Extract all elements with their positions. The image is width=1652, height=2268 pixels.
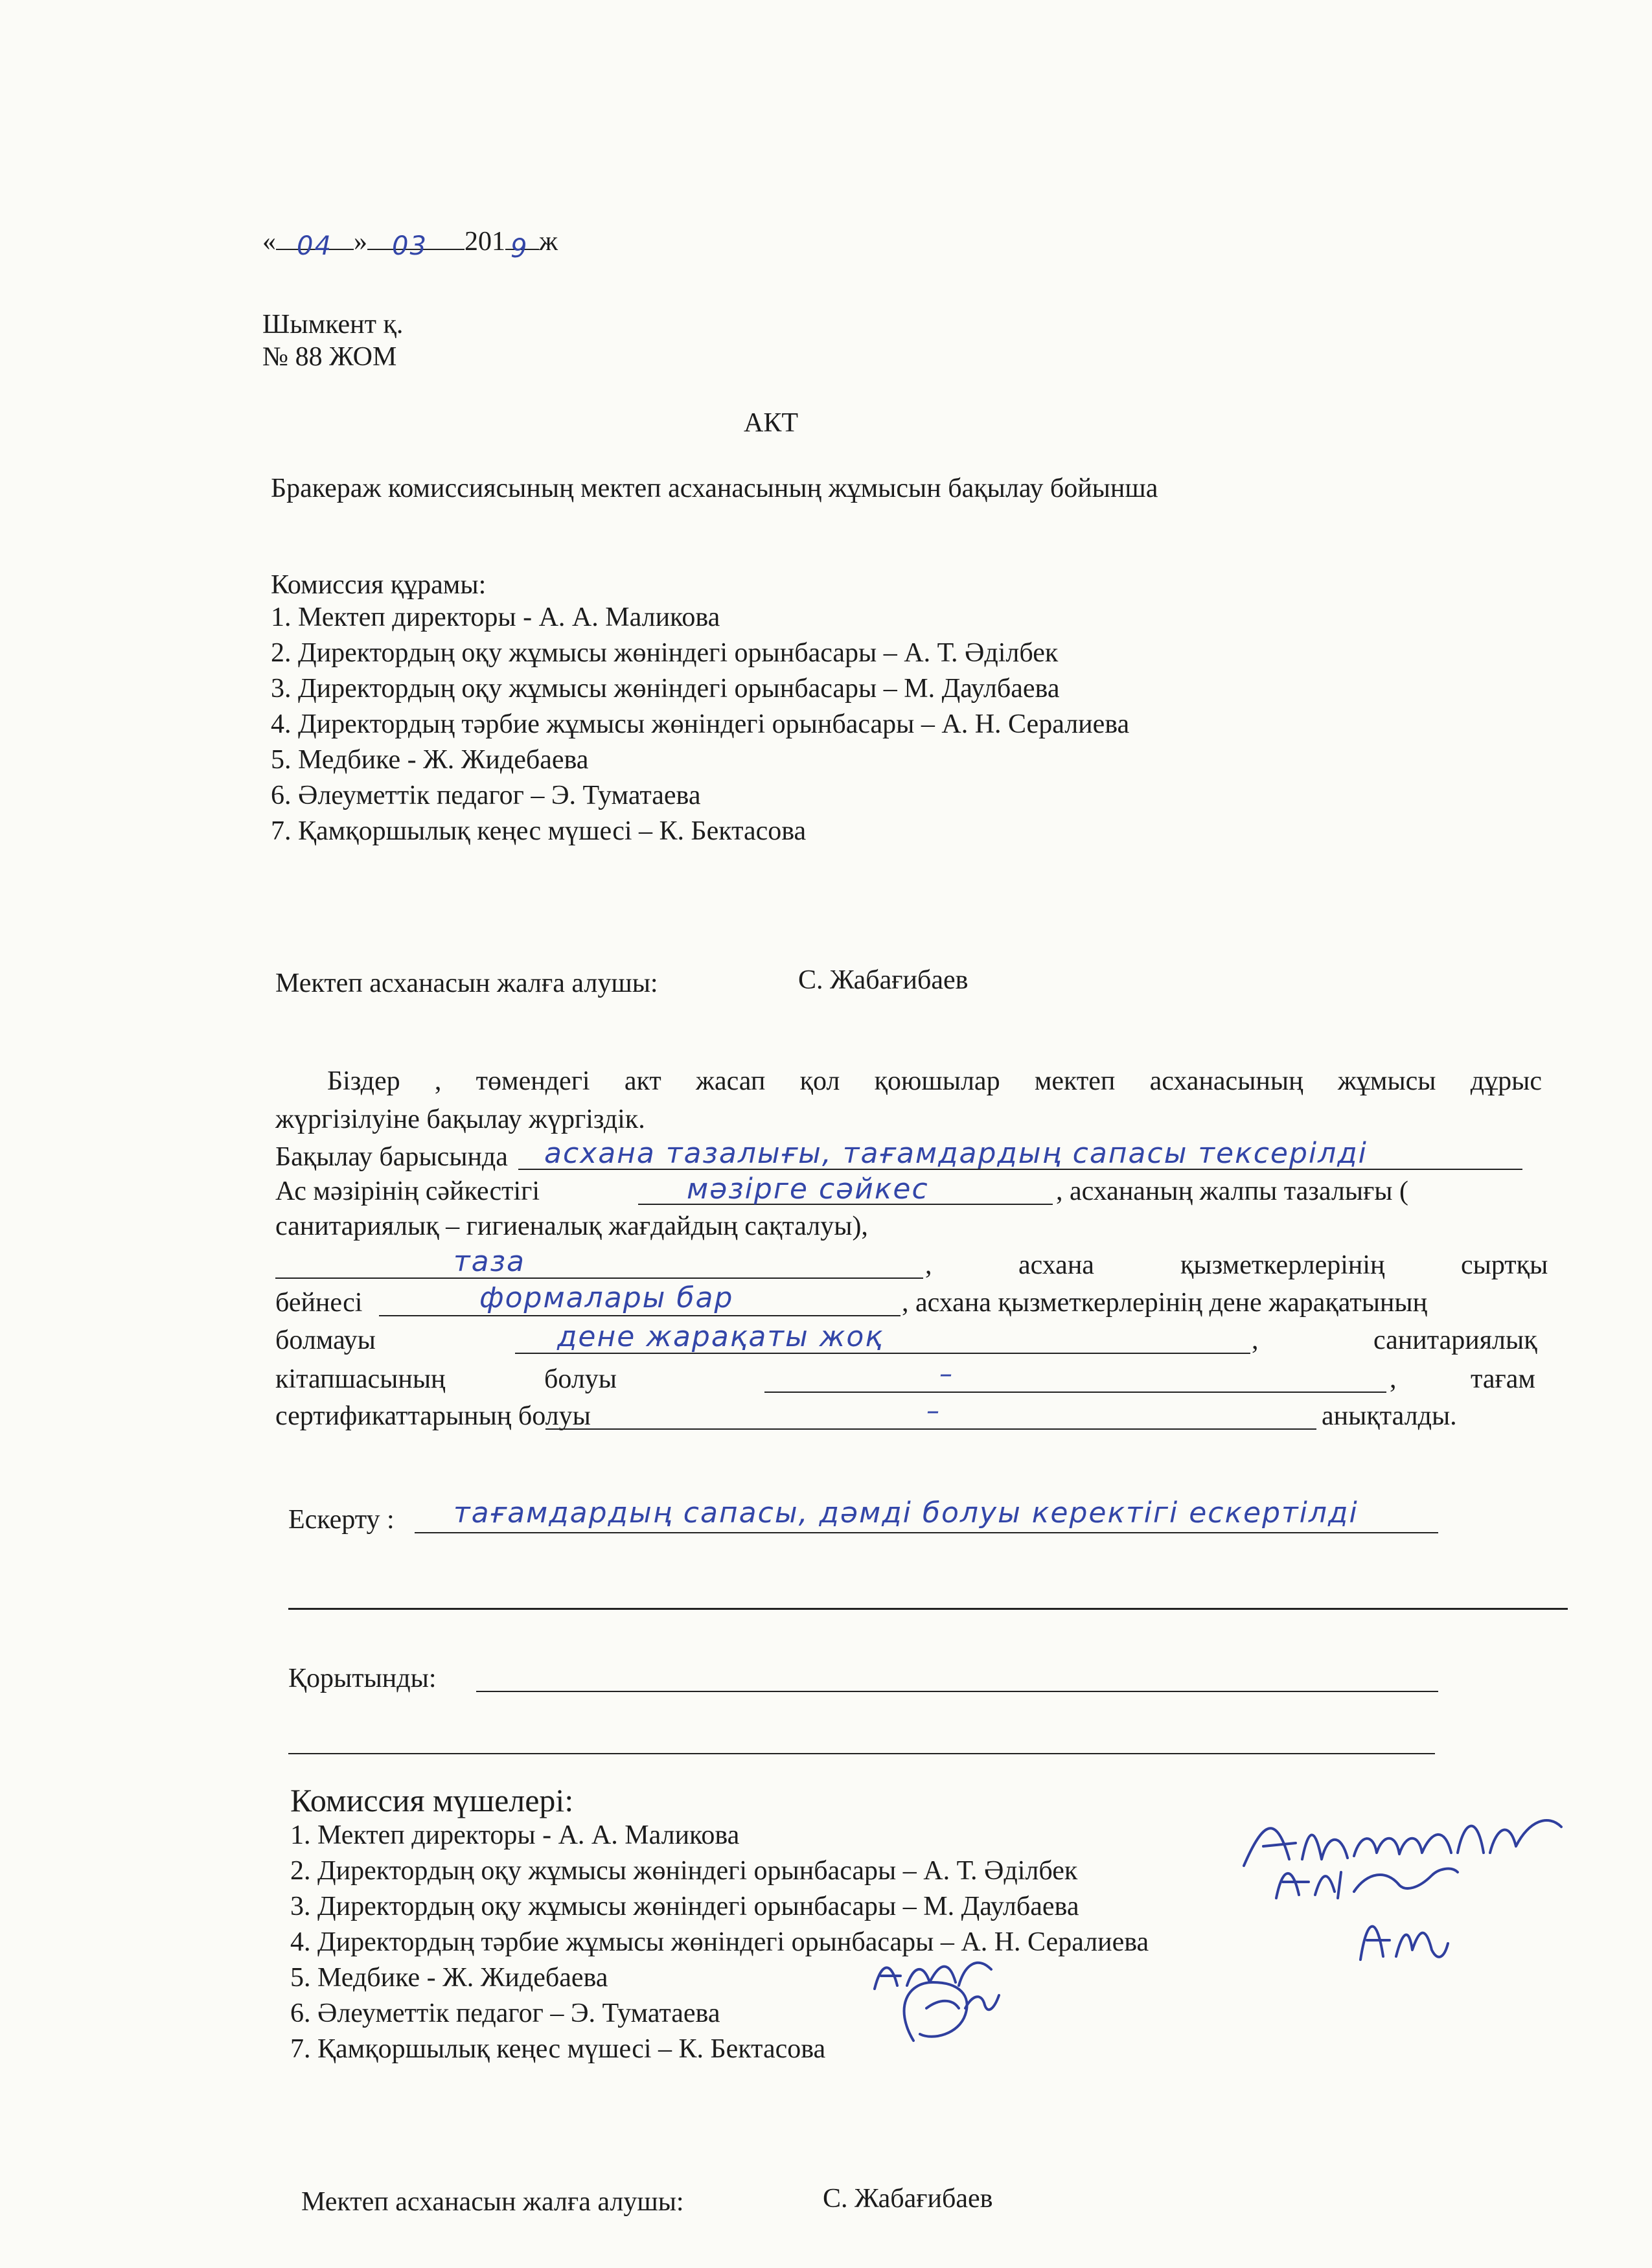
- act-subtitle: Бракераж комиссиясының мектеп асханасының жұмысын бақылау бойынша: [271, 474, 1158, 503]
- cert-line: [545, 1428, 1316, 1430]
- comma: ,: [925, 1250, 932, 1280]
- member-7: 7. Қамқоршылық кеңес мүшесі – К. Бектасова: [271, 816, 807, 846]
- date-day: 04: [297, 231, 332, 261]
- control-value: асхана тазалығы, тағамдардың сапасы тексерілді: [544, 1137, 1368, 1170]
- cleanliness-label: , асхананың жалпы тазалығы (: [1056, 1176, 1409, 1206]
- book-line: [764, 1392, 1386, 1393]
- signed-member-5: 5. Медбике - Ж. Жидебаева: [290, 1963, 608, 1993]
- lessee-name-2: С. Жабағибаев: [823, 2184, 993, 2214]
- cert-value: –: [926, 1396, 941, 1426]
- lessee-label: Мектеп асханасын жалға алушы:: [275, 968, 658, 998]
- injury-label: , асхана қызметкерлерінің дене жарақатының: [902, 1288, 1428, 1318]
- control-label: Бақылау барысында: [275, 1142, 508, 1172]
- menu-label: Ас мәзірінің сәйкестігі: [275, 1176, 540, 1206]
- sanitary-line: [275, 1277, 923, 1279]
- sanitary-value: таза: [453, 1245, 525, 1278]
- date-month: 03: [392, 231, 428, 261]
- signed-member-3: 3. Директордың оқу жұмысы жөніндегі орынбасары – М. Даулбаева: [290, 1892, 1079, 1921]
- member-4: 4. Директордың тәрбие жұмысы жөніндегі орынбасары – А. Н. Сералиева: [271, 709, 1130, 739]
- conclusion-line-2: [288, 1753, 1435, 1754]
- member-1: 1. Мектеп директоры - А. А. Маликова: [271, 602, 720, 632]
- signature-member-4: [1348, 1905, 1451, 1969]
- lessee-label-2: Мектеп асханасын жалға алушы:: [301, 2187, 684, 2217]
- signed-member-2: 2. Директордың оқу жұмысы жөніндегі орынбасары – А. Т. Әділбек: [290, 1856, 1078, 1886]
- signature-member-6: [888, 1969, 1004, 2054]
- look-line: [379, 1315, 901, 1316]
- book-label: кітапшасының: [275, 1364, 446, 1394]
- look-value: формалары бар: [479, 1281, 734, 1314]
- member-5: 5. Медбике - Ж. Жидебаева: [271, 745, 589, 775]
- sanitary-label: санитариялық – гигиеналық жағдайдың сақталуы),: [275, 1211, 868, 1241]
- city: Шымкент қ.: [262, 310, 404, 339]
- conclusion-label: Қорытынды:: [288, 1664, 437, 1693]
- absence-value: дене жарақаты жоқ: [557, 1320, 884, 1353]
- note-line: [415, 1532, 1438, 1533]
- commission-members-heading: Комиссия мүшелері:: [290, 1782, 574, 1818]
- menu-value: мәзірге сәйкес: [687, 1173, 929, 1206]
- note-label: Ескерту :: [288, 1505, 395, 1535]
- sanitary2-label: санитариялық: [1373, 1325, 1537, 1355]
- cert-label: сертификаттарының болуы: [275, 1401, 591, 1431]
- book-value: –: [939, 1359, 954, 1389]
- date-line: [262, 227, 558, 264]
- signed-member-6: 6. Әлеуметтік педагог – Э. Туматаева: [290, 1999, 720, 2028]
- food-label: тағам: [1471, 1364, 1535, 1394]
- date-open-quote: «: [262, 227, 276, 257]
- note-value: тағамдардың сапасы, дәмді болуы керектігі ескертілді: [453, 1496, 1359, 1529]
- found-label: анықталды.: [1322, 1401, 1457, 1431]
- date-year-prefix: 201: [465, 227, 505, 257]
- member-2: 2. Директордың оқу жұмысы жөніндегі орынбасары – А. Т. Әділбек: [271, 638, 1059, 668]
- act-title: АКТ: [744, 408, 798, 438]
- signed-member-4: 4. Директордың тәрбие жұмысы жөніндегі орынбасары – А. Н. Сералиева: [290, 1927, 1149, 1957]
- member-3: 3. Директордың оқу жұмысы жөніндегі орынбасары – М. Даулбаева: [271, 674, 1060, 704]
- conclusion-line: [476, 1691, 1438, 1692]
- signed-member-1: 1. Мектеп директоры - А. А. Маликова: [290, 1820, 740, 1850]
- appearance-label-c: сыртқы: [1461, 1250, 1548, 1280]
- absence-comma: ,: [1252, 1325, 1259, 1355]
- note-line-2: [288, 1608, 1568, 1610]
- lessee-name: С. Жабағибаев: [798, 965, 969, 995]
- look-label: бейнесі: [275, 1288, 363, 1318]
- intro-line-2: жүргізілуіне бақылау жүргіздік.: [275, 1105, 645, 1134]
- book-label-b: болуы: [544, 1364, 617, 1394]
- appearance-label-a: асхана: [1018, 1250, 1094, 1280]
- signed-member-7: 7. Қамқоршылық кеңес мүшесі – К. Бектасова: [290, 2034, 826, 2064]
- date-mid-quote: »: [354, 227, 367, 257]
- intro-line-1: Біздер , төмендегі акт жасап қол қоюшылар мектеп асханасының жұмысы дұрыс: [327, 1066, 1542, 1096]
- school-number: № 88 ЖОМ: [262, 342, 397, 372]
- absence-label: болмауы: [275, 1325, 376, 1355]
- date-suffix: ж: [539, 227, 558, 257]
- member-6: 6. Әлеуметтік педагог – Э. Туматаева: [271, 781, 701, 810]
- commission-heading: Комиссия құрамы:: [271, 570, 487, 600]
- book-comma: ,: [1390, 1364, 1397, 1394]
- date-year-suffix: 9: [511, 234, 529, 264]
- signature-member-3: [1270, 1853, 1464, 1911]
- appearance-label-b: қызметкерлерінің: [1180, 1250, 1385, 1280]
